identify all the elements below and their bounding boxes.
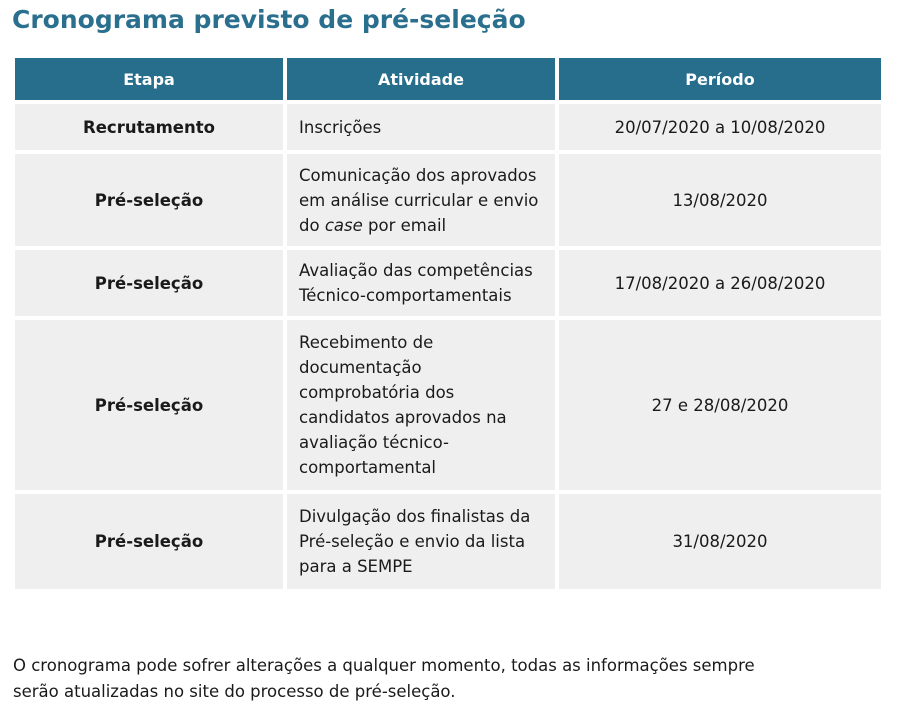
footnote-line: serão atualizadas no site do processo de pré-seleção. — [13, 682, 456, 701]
table-header-row — [15, 58, 881, 100]
cell-periodo: 31/08/2020 — [559, 494, 881, 589]
atividade-line: Comunicação dos aprovados — [299, 165, 537, 185]
italic-word: case — [324, 215, 363, 235]
atividade-line: em análise curricular e envio — [299, 190, 539, 210]
header-periodo: Período — [559, 58, 881, 100]
page-title: Cronograma previsto de pré-seleção — [12, 5, 526, 34]
atividade-line: comprobatória dos — [299, 383, 455, 402]
table-row — [15, 154, 881, 246]
footnote — [13, 653, 893, 705]
cell-atividade — [287, 494, 555, 589]
table-row — [15, 250, 881, 316]
footnote-line: O cronograma pode sofrer alterações a qualquer momento, todas as informações sempre — [13, 656, 755, 675]
header-atividade: Atividade — [287, 58, 555, 100]
cell-periodo: 27 e 28/08/2020 — [559, 320, 881, 490]
cell-atividade — [287, 154, 555, 246]
atividade-line: Divulgação dos finalistas da — [299, 507, 531, 526]
table-row — [15, 320, 881, 490]
table-row — [15, 104, 881, 150]
atividade-line: Avaliação das competências — [299, 261, 533, 280]
atividade-line: Técnico-comportamentais — [299, 286, 512, 305]
atividade-line: Recebimento de — [299, 333, 434, 352]
cell-etapa: Pré-seleção — [15, 154, 283, 246]
cell-atividade — [287, 250, 555, 316]
cell-periodo: 17/08/2020 a 26/08/2020 — [559, 250, 881, 316]
cell-periodo: 13/08/2020 — [559, 154, 881, 246]
cell-etapa: Recrutamento — [15, 104, 283, 150]
cell-atividade — [287, 104, 555, 150]
atividade-line-with-italic: do case por email — [299, 215, 447, 235]
atividade-line: avaliação técnico- — [299, 433, 449, 452]
cell-etapa: Pré-seleção — [15, 250, 283, 316]
table-row — [15, 494, 881, 589]
cell-etapa: Pré-seleção — [15, 320, 283, 490]
atividade-line: comportamental — [299, 458, 437, 477]
header-etapa: Etapa — [15, 58, 283, 100]
cell-periodo: 20/07/2020 a 10/08/2020 — [559, 104, 881, 150]
atividade-line: documentação — [299, 358, 422, 377]
cell-etapa: Pré-seleção — [15, 494, 283, 589]
atividade-line: para a SEMPE — [299, 557, 413, 576]
schedule-table — [11, 54, 885, 593]
atividade-line: Inscrições — [299, 117, 382, 137]
atividade-line: Pré-seleção e envio da lista — [299, 532, 526, 551]
cell-atividade — [287, 320, 555, 490]
atividade-line: candidatos aprovados na — [299, 408, 507, 427]
